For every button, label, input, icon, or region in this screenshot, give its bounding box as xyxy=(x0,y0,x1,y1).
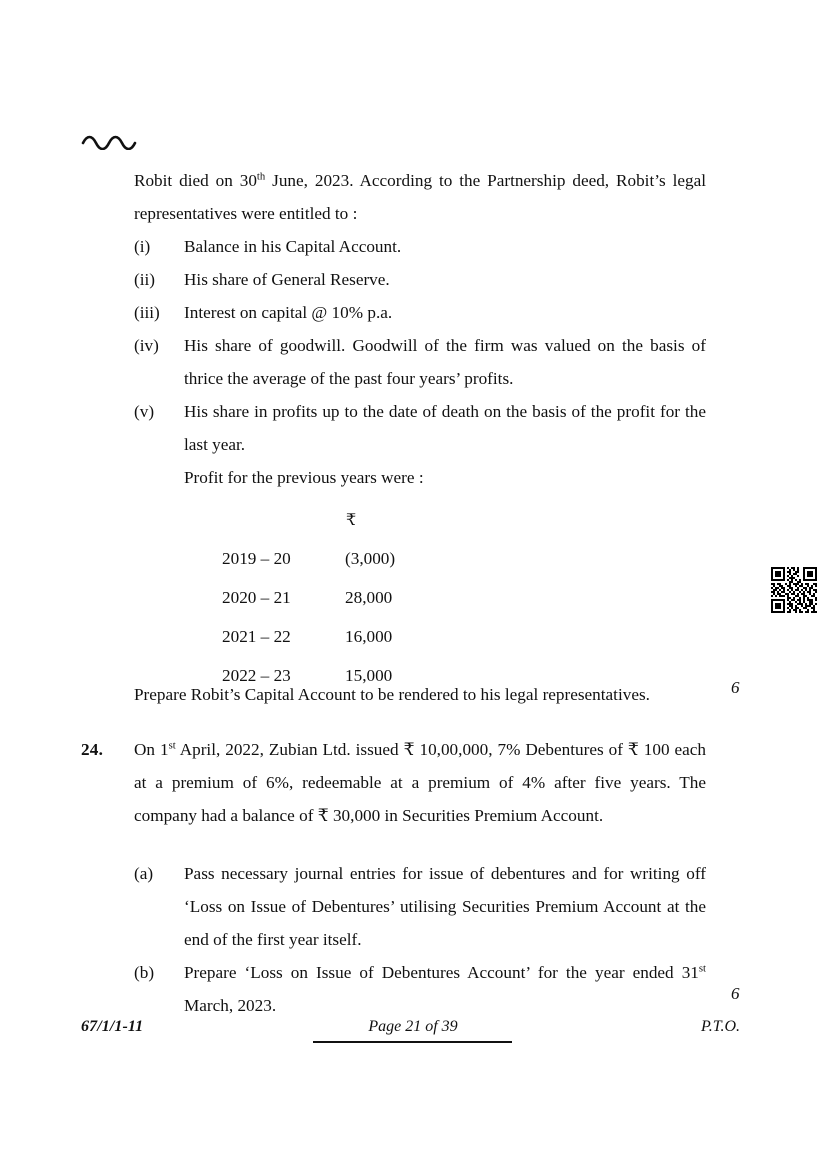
stem-part-2: April, 2022, Zubian Ltd. issued ₹ 10,00,000, 7% Debentures of ₹ 100 each at a premium of 6%, redeemable at a premium of 4% after five years. The company had a balance of ₹ 30,000 in Securities Premium Account. xyxy=(134,740,706,825)
list-item-label: His share of goodwill. Goodwill of the firm was valued on the basis of thrice the average of the past four years’ profits. xyxy=(184,336,706,388)
list-item xyxy=(134,395,706,461)
part-marker: (a) xyxy=(134,864,154,883)
profit-year: 2022 – 23 xyxy=(222,665,291,685)
list-marker: (iii) xyxy=(134,303,160,322)
profit-year: 2020 – 21 xyxy=(222,587,291,607)
table-row xyxy=(222,539,465,578)
footer-page-number: Page 21 of 39 xyxy=(368,1018,458,1035)
question-number: 24. xyxy=(81,740,104,759)
marks-allocation: 6 xyxy=(731,984,740,1003)
stem-part-1: On 1 xyxy=(134,740,169,759)
profit-year: 2019 – 20 xyxy=(222,548,291,568)
profit-amount: (3,000) xyxy=(345,548,396,568)
list-item xyxy=(134,230,706,263)
part-a-text: Pass necessary journal entries for issue of debentures and for writing off ‘Loss on Issue of Debentures’ utilising Securities Premium Account at the end of the first year itself. xyxy=(184,864,706,949)
list-item-label: Interest on capital @ 10% p.a. xyxy=(184,303,393,322)
table-row xyxy=(222,578,465,617)
part-b-part-2: March, 2023. xyxy=(184,996,277,1015)
profit-amount: 28,000 xyxy=(345,587,393,607)
list-marker: (v) xyxy=(134,402,155,421)
list-marker: (i) xyxy=(134,237,151,256)
list-item-label: His share of General Reserve. xyxy=(184,270,390,289)
list-marker: (ii) xyxy=(134,270,155,289)
footer-pto: P.T.O. xyxy=(701,1018,740,1035)
question-24-part-b xyxy=(134,956,706,1022)
question-24-stem xyxy=(134,733,706,832)
profit-amount: 15,000 xyxy=(345,665,393,685)
currency-symbol-header xyxy=(345,500,465,539)
intro-prefix: Robit died on 30 xyxy=(134,171,257,190)
page-footer xyxy=(0,1018,827,1058)
intro-superscript: th xyxy=(256,171,266,183)
part-b-part-1: Prepare ‘Loss on Issue of Debentures Account’ for the year ended 31 xyxy=(184,963,699,982)
list-item xyxy=(134,329,706,395)
list-item-label: His share in profits up to the date of death on the basis of the profit for the last year. xyxy=(184,402,706,454)
part-marker: (b) xyxy=(134,963,155,982)
footer-paper-code: 67/1/1-11 xyxy=(81,1018,144,1035)
wavy-rule-icon xyxy=(81,132,145,150)
list-item xyxy=(134,263,706,296)
stem-superscript: st xyxy=(168,740,176,752)
question-24-part-a xyxy=(134,857,706,956)
part-b-text xyxy=(184,956,706,1022)
prepare-instruction: Prepare Robit’s Capital Account to be rendered to his legal representatives. xyxy=(134,685,650,704)
rupee-icon: ₹ xyxy=(346,511,357,529)
intro-suffix: June, 2023. According to the Partnership deed, Robit’s legal representatives were entitled to : xyxy=(134,171,706,223)
profit-amount: 16,000 xyxy=(345,626,393,646)
profit-table xyxy=(222,500,465,695)
marks-allocation: 6 xyxy=(731,678,740,697)
table-row xyxy=(222,617,465,656)
profit-intro-text: Profit for the previous years were : xyxy=(184,468,424,487)
table-header-row xyxy=(222,500,465,539)
table-header-year xyxy=(222,500,345,539)
intro-paragraph xyxy=(134,164,706,230)
question-24 xyxy=(81,733,706,832)
list-marker: (iv) xyxy=(134,336,159,355)
qr-code-icon xyxy=(771,567,817,613)
list-item-label: Balance in his Capital Account. xyxy=(184,237,402,256)
footer-rule xyxy=(313,1041,512,1043)
profit-year: 2021 – 22 xyxy=(222,626,291,646)
list-item xyxy=(134,296,706,329)
part-b-superscript: st xyxy=(698,963,706,975)
